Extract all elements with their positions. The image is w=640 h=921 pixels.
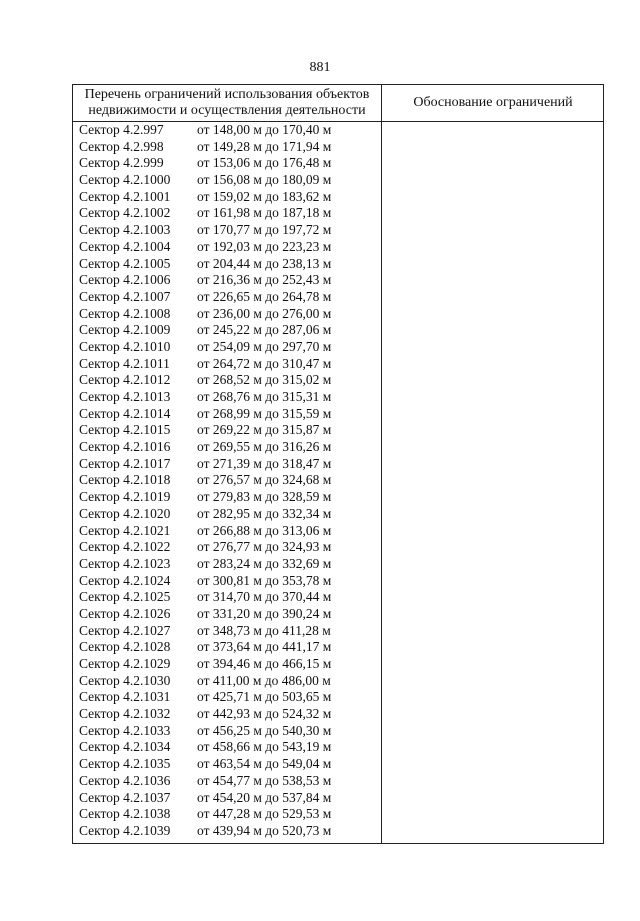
table-row bbox=[73, 239, 381, 256]
table-row bbox=[73, 823, 381, 840]
table-row bbox=[73, 523, 381, 540]
table-row bbox=[73, 790, 381, 807]
sector-name: Сектор 4.2.1032 bbox=[79, 706, 171, 722]
distance-range: от 192,03 м до 223,23 м bbox=[197, 238, 332, 254]
sector-name: Сектор 4.2.1036 bbox=[79, 772, 171, 788]
header-justification: Обоснование ограничений bbox=[413, 95, 573, 110]
sector-name: Сектор 4.2.1025 bbox=[79, 589, 171, 605]
restrictions-table bbox=[72, 84, 604, 844]
distance-range: от 458,66 м до 543,19 м bbox=[197, 739, 332, 755]
table-row bbox=[73, 389, 381, 406]
distance-range: от 148,00 м до 170,40 м bbox=[197, 122, 332, 137]
sector-name: Сектор 4.2.1028 bbox=[79, 639, 171, 655]
table-row bbox=[73, 773, 381, 790]
distance-range: от 348,73 м до 411,28 м bbox=[197, 622, 331, 638]
table-row bbox=[73, 506, 381, 523]
distance-range: от 279,83 м до 328,59 м bbox=[197, 489, 332, 505]
table-row bbox=[73, 539, 381, 556]
table-row bbox=[73, 456, 381, 473]
distance-range: от 254,09 м до 297,70 м bbox=[197, 338, 332, 354]
distance-range: от 153,06 м до 176,48 м bbox=[197, 155, 332, 171]
sector-name: Сектор 4.2.1022 bbox=[79, 539, 171, 555]
sector-name: Сектор 4.2.1018 bbox=[79, 472, 171, 488]
distance-range: от 463,54 м до 549,04 м bbox=[197, 756, 332, 772]
table-row bbox=[73, 122, 381, 139]
distance-range: от 149,28 м до 171,94 м bbox=[197, 138, 332, 154]
table-row bbox=[73, 606, 381, 623]
distance-range: от 264,72 м до 310,47 м bbox=[197, 355, 332, 371]
table-row bbox=[73, 339, 381, 356]
table-row bbox=[73, 756, 381, 773]
table-row bbox=[73, 222, 381, 239]
table-row bbox=[73, 139, 381, 156]
table-row bbox=[73, 623, 381, 640]
distance-range: от 456,25 м до 540,30 м bbox=[197, 722, 332, 738]
distance-range: от 271,39 м до 318,47 м bbox=[197, 455, 332, 471]
distance-range: от 447,28 м до 529,53 м bbox=[197, 806, 332, 822]
sector-name: Сектор 4.2.1019 bbox=[79, 489, 171, 505]
distance-range: от 276,57 м до 324,68 м bbox=[197, 472, 332, 488]
sector-name: Сектор 4.2.1006 bbox=[79, 272, 171, 288]
table-row bbox=[73, 272, 381, 289]
table-row bbox=[73, 189, 381, 206]
sector-name: Сектор 4.2.1014 bbox=[79, 405, 171, 421]
distance-range: от 411,00 м до 486,00 м bbox=[197, 672, 331, 688]
distance-range: от 268,52 м до 315,02 м bbox=[197, 372, 332, 388]
sector-name: Сектор 4.2.1038 bbox=[79, 806, 171, 822]
table-row bbox=[73, 656, 381, 673]
sector-name: Сектор 4.2.1016 bbox=[79, 439, 171, 455]
distance-range: от 245,22 м до 287,06 м bbox=[197, 322, 332, 338]
table-row bbox=[73, 706, 381, 723]
table-row bbox=[73, 289, 381, 306]
distance-range: от 161,98 м до 187,18 м bbox=[197, 205, 332, 221]
sector-name: Сектор 4.2.1031 bbox=[79, 689, 171, 705]
distance-range: от 204,44 м до 238,13 м bbox=[197, 255, 332, 271]
sector-name: Сектор 4.2.1015 bbox=[79, 422, 171, 438]
distance-range: от 314,70 м до 370,44 м bbox=[197, 589, 332, 605]
table-row bbox=[73, 689, 381, 706]
header-restrictions-list: Перечень ограничений использования объектов недвижимости и осуществления деятельности bbox=[84, 87, 370, 118]
table-row bbox=[73, 556, 381, 573]
table-row bbox=[73, 806, 381, 823]
table-row bbox=[73, 489, 381, 506]
table-row bbox=[73, 322, 381, 339]
distance-range: от 268,76 м до 315,31 м bbox=[197, 389, 332, 404]
table-header bbox=[73, 85, 603, 122]
table-row bbox=[73, 673, 381, 690]
sector-name: Сектор 4.2.1020 bbox=[79, 505, 171, 521]
distance-range: от 442,93 м до 524,32 м bbox=[197, 706, 332, 722]
sector-name: Сектор 4.2.1008 bbox=[79, 305, 171, 321]
distance-range: от 373,64 м до 441,17 м bbox=[197, 639, 332, 655]
table-row bbox=[73, 439, 381, 456]
sector-name: Сектор 4.2.1013 bbox=[79, 389, 171, 404]
distance-range: от 331,20 м до 390,24 м bbox=[197, 605, 332, 621]
distance-range: от 454,77 м до 538,53 м bbox=[197, 772, 332, 788]
table-row bbox=[73, 155, 381, 172]
sector-name: Сектор 4.2.1021 bbox=[79, 522, 171, 538]
table-row bbox=[73, 472, 381, 489]
distance-range: от 156,08 м до 180,09 м bbox=[197, 172, 332, 188]
sector-name: Сектор 4.2.1011 bbox=[79, 355, 170, 371]
table-row bbox=[73, 739, 381, 756]
distance-range: от 170,77 м до 197,72 м bbox=[197, 222, 332, 238]
sector-name: Сектор 4.2.1034 bbox=[79, 739, 171, 755]
sector-name: Сектор 4.2.1035 bbox=[79, 756, 171, 772]
table-row bbox=[73, 306, 381, 323]
sector-name: Сектор 4.2.1039 bbox=[79, 822, 171, 838]
distance-range: от 269,22 м до 315,87 м bbox=[197, 422, 332, 438]
distance-range: от 159,02 м до 183,62 м bbox=[197, 188, 332, 204]
sector-name: Сектор 4.2.1010 bbox=[79, 338, 171, 354]
table-row bbox=[73, 356, 381, 373]
distance-range: от 226,65 м до 264,78 м bbox=[197, 288, 332, 304]
sector-name: Сектор 4.2.1003 bbox=[79, 222, 171, 238]
table-body bbox=[73, 122, 381, 840]
page-number: 881 bbox=[309, 60, 331, 75]
sector-name: Сектор 4.2.1009 bbox=[79, 322, 171, 338]
distance-range: от 276,77 м до 324,93 м bbox=[197, 539, 332, 555]
table-row bbox=[73, 589, 381, 606]
table-row bbox=[73, 639, 381, 656]
sector-name: Сектор 4.2.1033 bbox=[79, 722, 171, 738]
sector-name: Сектор 4.2.1026 bbox=[79, 605, 171, 621]
sector-name: Сектор 4.2.999 bbox=[79, 155, 164, 171]
table-row bbox=[73, 723, 381, 740]
distance-range: от 268,99 м до 315,59 м bbox=[197, 405, 332, 421]
table-row bbox=[73, 205, 381, 222]
sector-name: Сектор 4.2.998 bbox=[79, 138, 164, 154]
distance-range: от 300,81 м до 353,78 м bbox=[197, 572, 332, 588]
sector-name: Сектор 4.2.1030 bbox=[79, 672, 171, 688]
table-row bbox=[73, 422, 381, 439]
sector-name: Сектор 4.2.1002 bbox=[79, 205, 171, 221]
table-row bbox=[73, 573, 381, 590]
sector-name: Сектор 4.2.1001 bbox=[79, 188, 171, 204]
distance-range: от 439,94 м до 520,73 м bbox=[197, 822, 332, 838]
sector-name: Сектор 4.2.1000 bbox=[79, 172, 171, 188]
table-row bbox=[73, 172, 381, 189]
sector-name: Сектор 4.2.1029 bbox=[79, 656, 171, 671]
sector-name: Сектор 4.2.1037 bbox=[79, 789, 171, 805]
distance-range: от 236,00 м до 276,00 м bbox=[197, 305, 332, 321]
table-row bbox=[73, 372, 381, 389]
sector-name: Сектор 4.2.1024 bbox=[79, 572, 171, 588]
table-row bbox=[73, 256, 381, 273]
column-divider bbox=[381, 85, 382, 843]
sector-name: Сектор 4.2.1007 bbox=[79, 288, 171, 304]
sector-name: Сектор 4.2.1027 bbox=[79, 622, 171, 638]
distance-range: от 454,20 м до 537,84 м bbox=[197, 789, 332, 805]
distance-range: от 283,24 м до 332,69 м bbox=[197, 555, 332, 571]
sector-name: Сектор 4.2.1004 bbox=[79, 238, 171, 254]
distance-range: от 394,46 м до 466,15 м bbox=[197, 656, 332, 671]
distance-range: от 425,71 м до 503,65 м bbox=[197, 689, 332, 705]
distance-range: от 282,95 м до 332,34 м bbox=[197, 505, 332, 521]
table-row bbox=[73, 406, 381, 423]
sector-name: Сектор 4.2.1012 bbox=[79, 372, 171, 388]
sector-name: Сектор 4.2.1023 bbox=[79, 555, 171, 571]
sector-name: Сектор 4.2.997 bbox=[79, 122, 164, 137]
distance-range: от 266,88 м до 313,06 м bbox=[197, 522, 332, 538]
distance-range: от 269,55 м до 316,26 м bbox=[197, 439, 332, 455]
sector-name: Сектор 4.2.1017 bbox=[79, 455, 171, 471]
distance-range: от 216,36 м до 252,43 м bbox=[197, 272, 332, 288]
sector-name: Сектор 4.2.1005 bbox=[79, 255, 171, 271]
